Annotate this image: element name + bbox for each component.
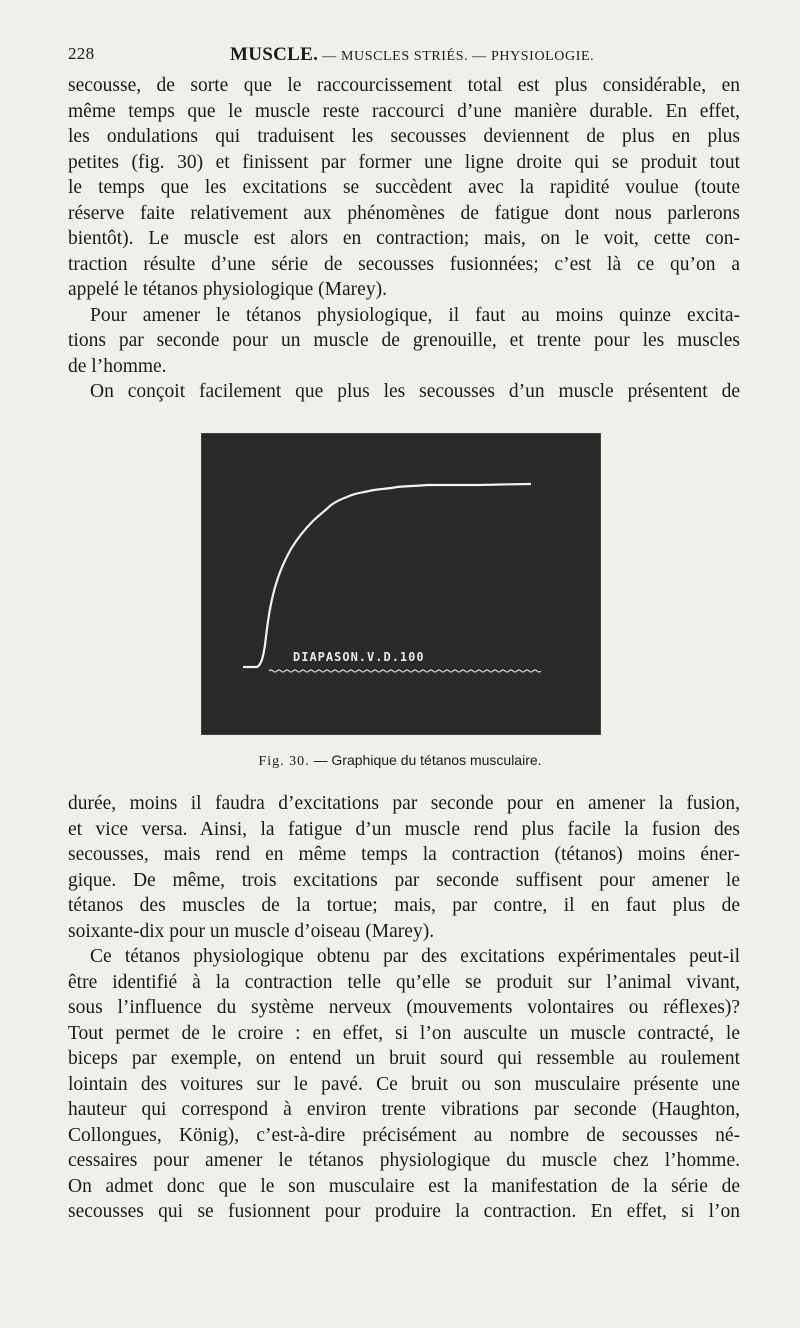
figure-number: Fig. 30. [258, 754, 310, 769]
diapason-label: DIAPASON.V.D.100 [293, 650, 425, 664]
text-line: Pour amener le tétanos physiologique, il faut au moins quinze excita- [90, 304, 740, 326]
text-line: biceps par exemple, on entend un bruit sourd qui ressemble au roulement [68, 1048, 740, 1069]
text-line: petites (fig. 30) et finissent par former une ligne droite qui se produit tout [68, 151, 740, 173]
figure-caption [0, 752, 800, 770]
running-title-rest: — MUSCLES STRIÉS. — PHYSIOLOGIE. [318, 49, 595, 64]
text-line: gique. De même, trois excitations par seconde suffisent pour amener le [68, 869, 740, 891]
tetanus-trace-svg [201, 433, 601, 735]
body-text-bottom [68, 791, 740, 1225]
running-title-main: MUSCLE. [230, 44, 319, 65]
text-line: appelé le tétanos physiologique (Marey). [68, 279, 387, 300]
figure-tetanus-graph [201, 433, 601, 735]
body-text-top [68, 73, 740, 405]
text-line: lointain des voitures sur le pavé. Ce bruit ou son musculaire présente une [68, 1073, 740, 1095]
text-line: Ce tétanos physiologique obtenu par des excitations expérimentales peut-il [90, 946, 740, 967]
running-title [230, 44, 594, 66]
text-line: On admet donc que le son musculaire est la manifestation de la série de [68, 1175, 740, 1197]
text-line: réserve faite relativement aux phénomènes de fatigue dont nous parlerons [68, 202, 740, 224]
page-number: 228 [68, 44, 95, 63]
tetanus-curve [243, 484, 531, 667]
text-line: secousses, mais rend en même temps la contraction (tétanos) moins éner- [68, 844, 740, 865]
text-line: On conçoit facilement que plus les secousses d’un muscle présentent de [90, 381, 740, 402]
diapason-line [269, 670, 541, 672]
text-line: de l’homme. [68, 355, 167, 377]
figure-caption-text: — Graphique du tétanos musculaire. [309, 752, 542, 768]
text-line: sous l’influence du système nerveux (mouvements volontaires ou réflexes)? [68, 997, 740, 1018]
text-line: traction résulte d’une série de secousses fusionnées; c’est là ce qu’on a [68, 253, 740, 275]
text-line: le temps que les excitations se succèdent avec la rapidité voulue (toute [68, 177, 740, 198]
text-line: et vice versa. Ainsi, la fatigue d’un muscle rend plus facile la fusion des [68, 818, 740, 840]
text-line: Collongues, König), c’est-à-dire précisément au nombre de secousses né- [68, 1124, 740, 1146]
text-line: tions par seconde pour un muscle de grenouille, et trente pour les muscles [68, 330, 740, 351]
text-line: cessaires pour amener le tétanos physiologique du muscle chez l’homme. [68, 1150, 740, 1171]
text-line: bientôt). Le muscle est alors en contraction; mais, on le voit, cette con- [68, 228, 740, 249]
text-line: soixante-dix pour un muscle d’oiseau (Marey). [68, 920, 435, 942]
text-line: secousse, de sorte que le raccourcissement total est plus considérable, en [68, 75, 740, 96]
text-line: tétanos des muscles de la tortue; mais, par contre, il en faut plus de [68, 895, 740, 916]
text-line: les ondulations qui traduisent les secousses deviennent de plus en plus [68, 126, 740, 147]
text-line: Tout permet de le croire : en effet, si l’on ausculte un muscle contracté, le [68, 1022, 740, 1044]
text-line: hauteur qui correspond à environ trente vibrations par seconde (Haughton, [68, 1099, 740, 1120]
text-line: même temps que le muscle reste raccourci d’une manière durable. En effet, [68, 100, 740, 122]
text-line: secousses qui se fusionnent pour produire la contraction. En effet, si l’on [68, 1201, 740, 1222]
text-line: être identifié à la contraction telle qu’elle se produit sur l’animal vivant, [68, 971, 740, 993]
text-line: durée, moins il faudra d’excitations par seconde pour en amener la fusion, [68, 793, 740, 814]
